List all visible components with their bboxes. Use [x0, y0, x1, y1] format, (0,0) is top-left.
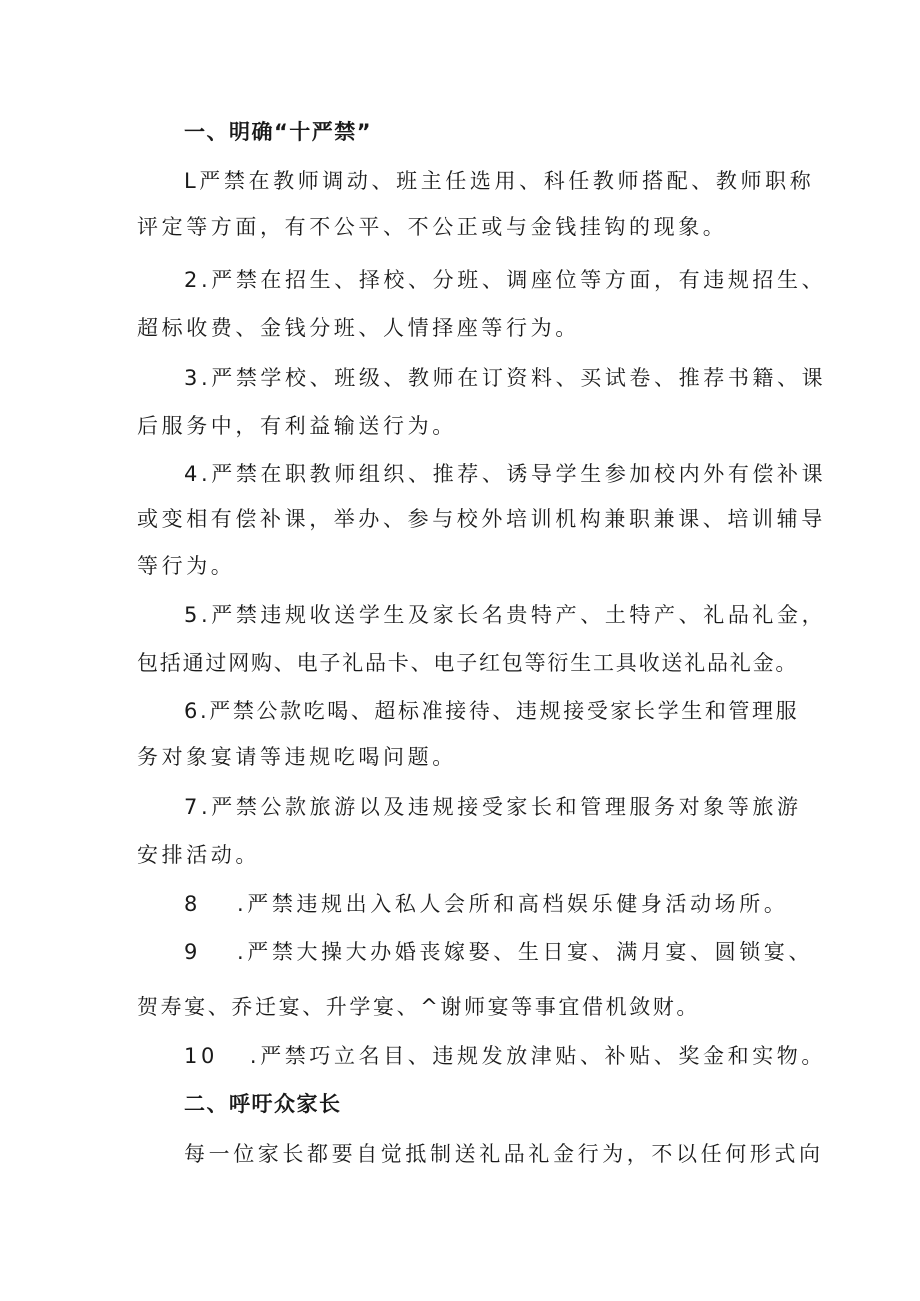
- paragraph-line: [184, 938, 813, 966]
- paragraph-line: 每一位家长都要自觉抵制送礼品礼金行为，不以任何形式向: [184, 1142, 824, 1166]
- paragraph-line: 贺寿宴、乔迁宴、升学宴、^谢师宴等事宜借机敛财。: [137, 995, 700, 1019]
- item-text: .严禁巧立名目、违规发放津贴、补贴、奖金和实物。: [249, 1044, 826, 1068]
- section-heading: 二、呼吁众家长: [184, 1092, 342, 1116]
- paragraph-line: [184, 1042, 826, 1070]
- paragraph-line: 2.严禁在招生、择校、分班、调座位等方面，有违规招生、: [184, 268, 827, 292]
- section-heading: 一、明确“十严禁”: [184, 120, 373, 144]
- item-number: 8: [184, 892, 201, 916]
- paragraph-line: 包括通过网购、电子礼品卡、电子红包等衍生工具收送礼品礼金。: [137, 651, 799, 675]
- item-text: .严禁大操大办婚丧嫁娶、生日宴、满月宴、圆锁宴、: [236, 940, 814, 964]
- item-number: 10: [184, 1044, 218, 1068]
- paragraph-line: [184, 890, 788, 918]
- paragraph-line: L严禁在教师调动、班主任选用、科任教师搭配、教师职称: [184, 169, 815, 193]
- paragraph-line: 7.严禁公款旅游以及违规接受家长和管理服务对象等旅游: [184, 795, 802, 819]
- paragraph-line: 安排活动。: [137, 843, 260, 867]
- paragraph-line: 评定等方面，有不公平、不公正或与金钱挂钩的现象。: [137, 215, 728, 239]
- paragraph-line: 4.严禁在职教师组织、推荐、诱导学生参加校内外有偿补课: [184, 462, 827, 486]
- paragraph-line: 后服务中，有利益输送行为。: [137, 414, 457, 438]
- item-text: .严禁违规出入私人会所和高档娱乐健身活动场所。: [236, 892, 789, 916]
- paragraph-line: 超标收费、金钱分班、人情择座等行为。: [137, 316, 580, 340]
- item-number: 9: [184, 940, 201, 964]
- paragraph-line: 或变相有偿补课，举办、参与校外培训机构兼职兼课、培训辅导: [137, 507, 826, 531]
- paragraph-line: 等行为。: [137, 554, 236, 578]
- paragraph-line: 6.严禁公款吃喝、超标准接待、违规接受家长学生和管理服: [184, 699, 800, 723]
- paragraph-line: 5.严禁违规收送学生及家长名贵特产、土特产、礼品礼金，: [184, 603, 827, 627]
- paragraph-line: 3.严禁学校、班级、教师在订资料、买试卷、推荐书籍、课: [184, 366, 827, 390]
- paragraph-line: 务对象宴请等违规吃喝问题。: [137, 745, 457, 769]
